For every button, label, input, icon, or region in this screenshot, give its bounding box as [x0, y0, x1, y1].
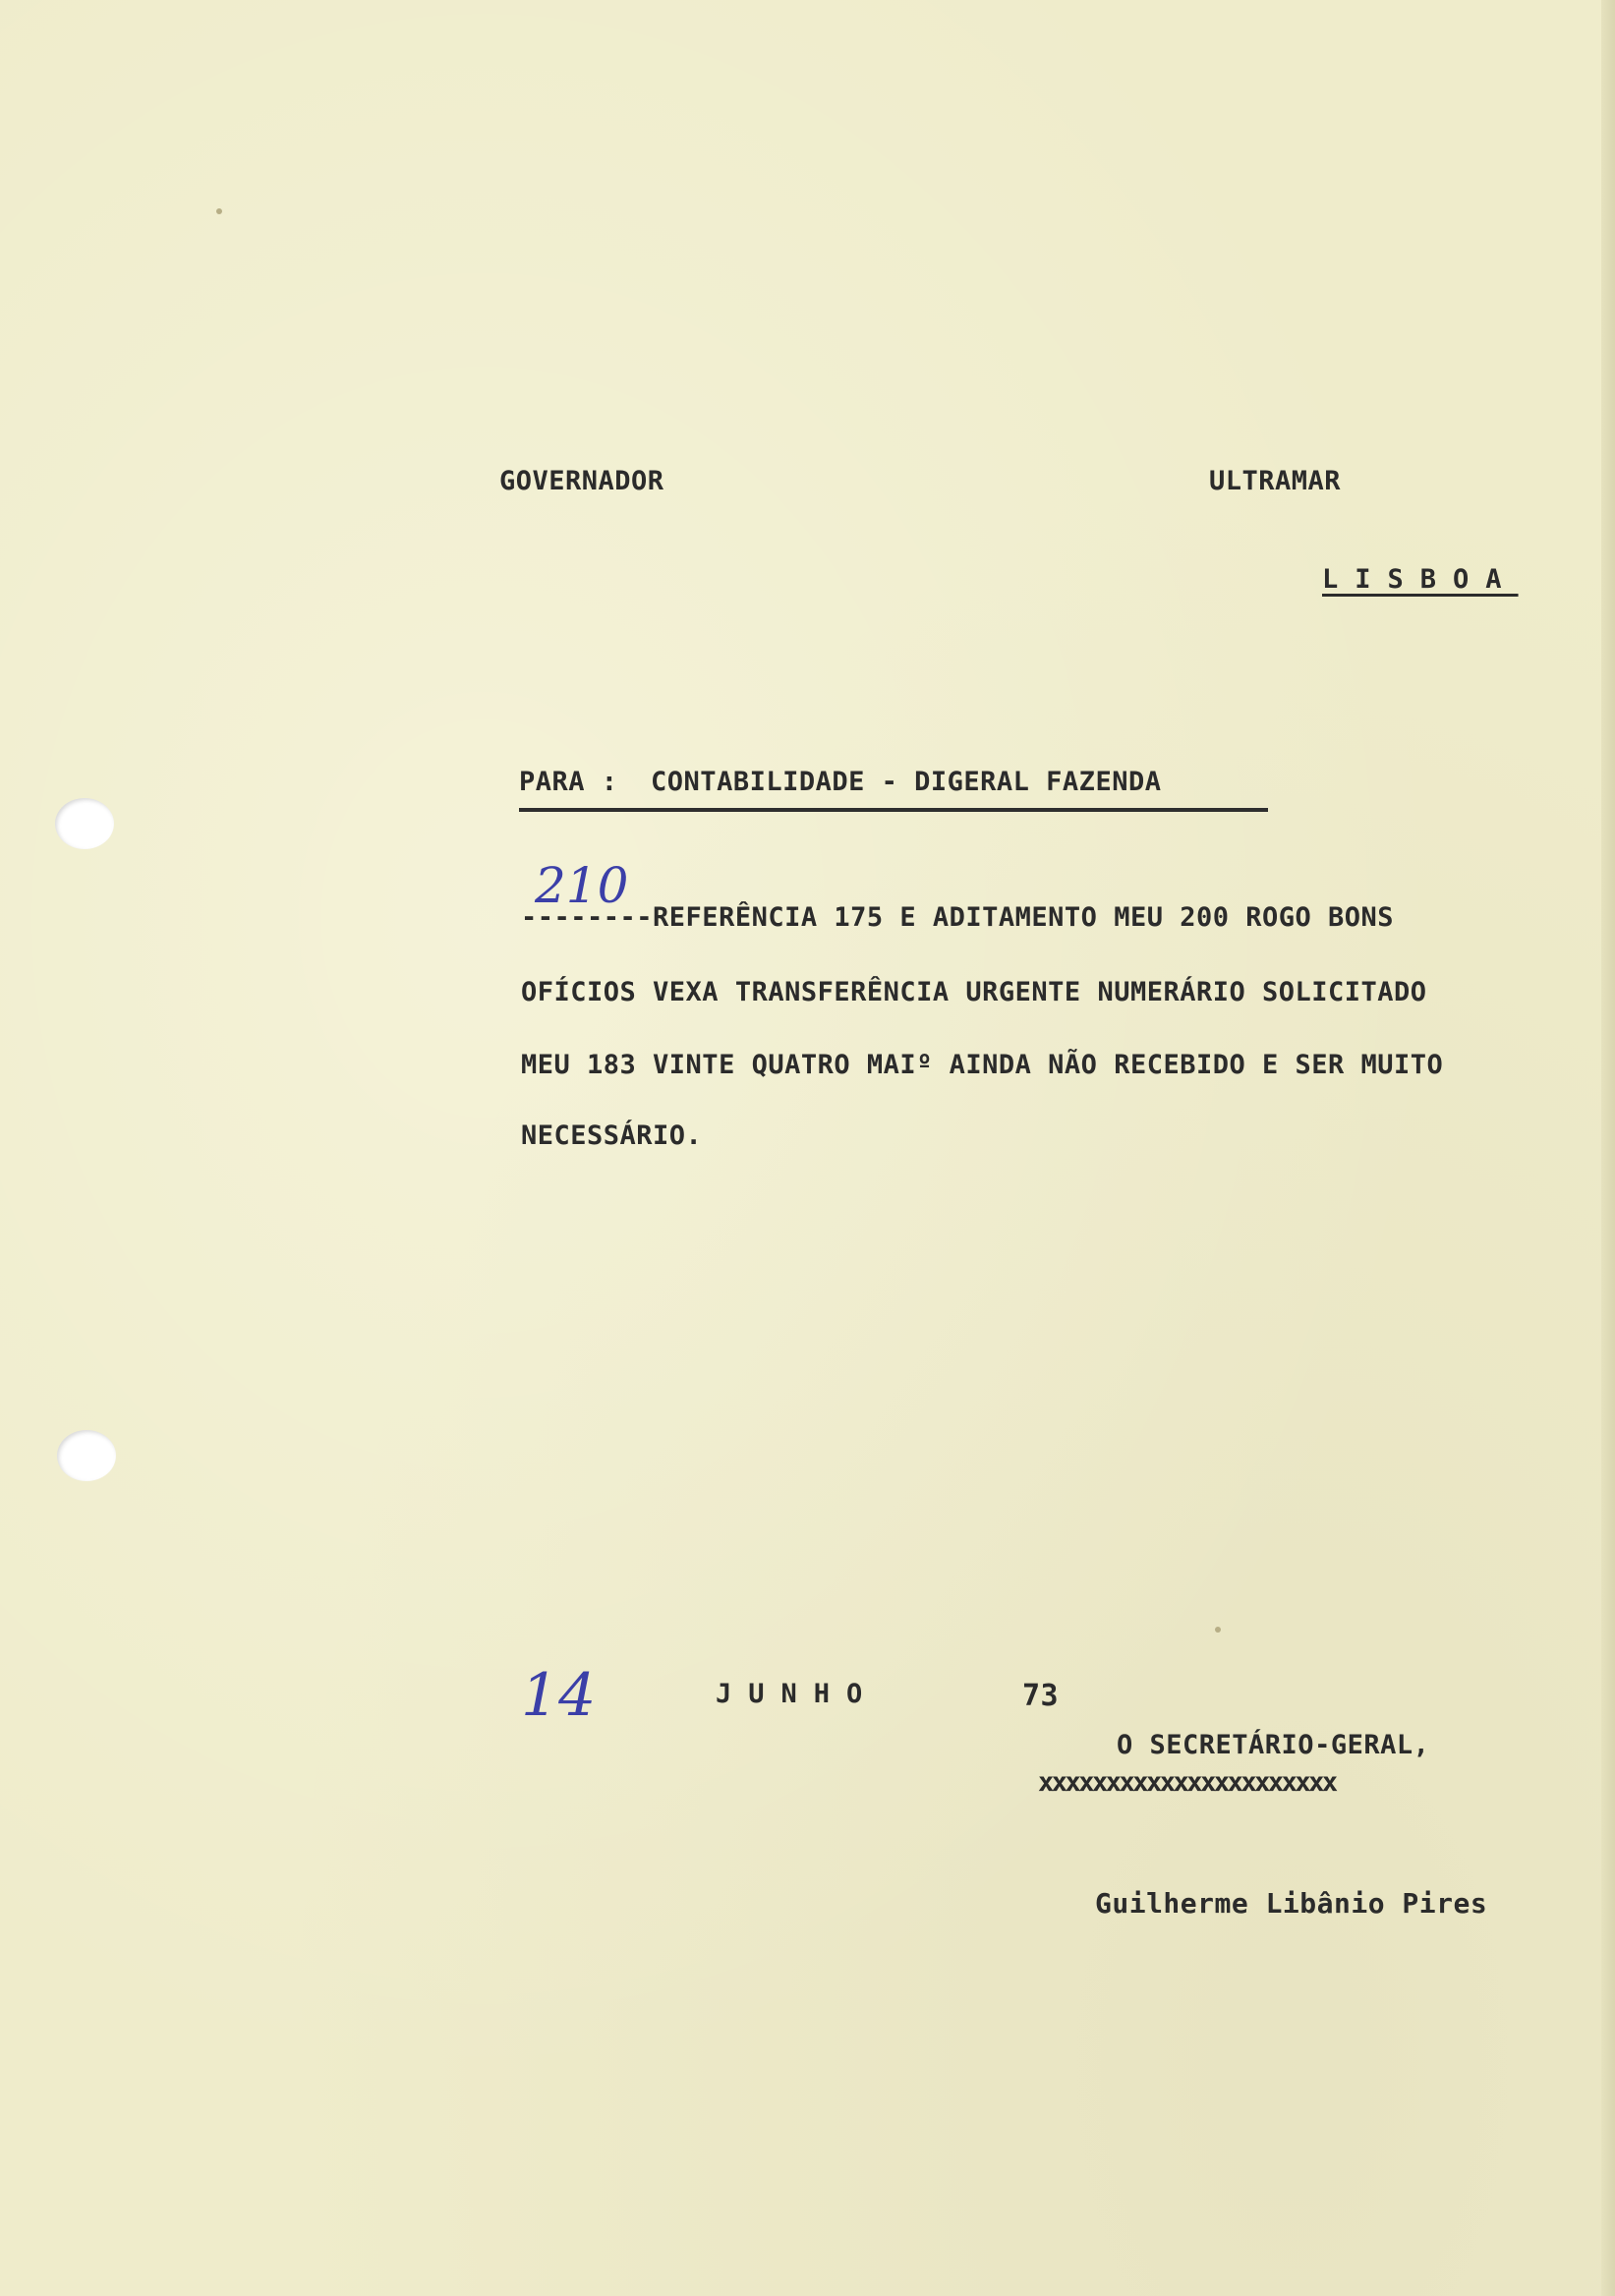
- header-lisboa: LISBOA: [1322, 564, 1519, 595]
- handwritten-message-number: 210: [535, 857, 629, 914]
- message-line-1: --------REFERÊNCIA 175 E ADITAMENTO MEU 200 ROGO BONS: [521, 902, 1395, 933]
- addressee-line: PARA : CONTABILIDADE - DIGERAL FAZENDA: [519, 767, 1162, 797]
- addressee-rule: [519, 808, 1268, 812]
- signature-crossed-out: xxxxxxxxxxxxxxxxxxxxxx: [1038, 1767, 1336, 1798]
- punch-hole-top: [55, 798, 114, 849]
- signature-title: O SECRETÁRIO-GERAL,: [1117, 1730, 1430, 1760]
- signatory-name: Guilherme Libânio Pires: [1095, 1887, 1488, 1920]
- punch-hole-bottom: [57, 1430, 116, 1481]
- message-line-2: OFÍCIOS VEXA TRANSFERÊNCIA URGENTE NUMERÁRIO SOLICITADO: [521, 977, 1427, 1007]
- message-line-4: NECESSÁRIO.: [521, 1120, 703, 1151]
- paper-speck: [216, 208, 222, 214]
- paper-speck: [1215, 1627, 1221, 1633]
- date-year: 73: [1022, 1679, 1060, 1713]
- date-month: JUNHO: [716, 1679, 880, 1709]
- paper-edge: [1601, 0, 1615, 2296]
- handwritten-day: 14: [521, 1661, 597, 1730]
- header-governador: GOVERNADOR: [499, 466, 664, 496]
- message-line-3: MEU 183 VINTE QUATRO MAIº AINDA NÃO RECEBIDO E SER MUITO: [521, 1050, 1444, 1080]
- header-ultramar: ULTRAMAR: [1209, 466, 1342, 496]
